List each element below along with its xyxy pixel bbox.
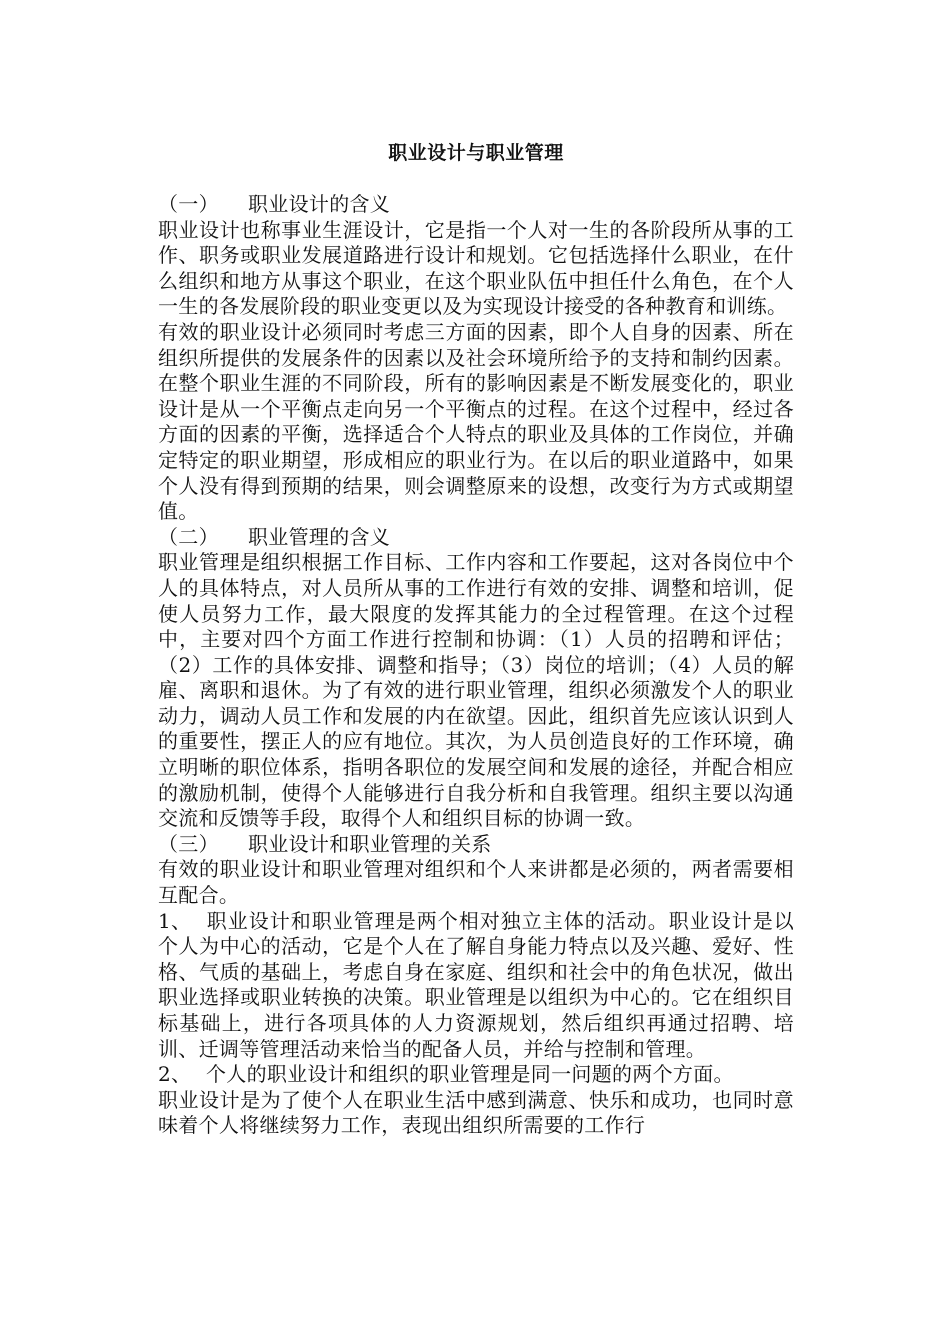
section-number: （二）	[158, 524, 219, 549]
section-heading-text: 职业设计和职业管理的关系	[248, 831, 492, 856]
document-title: 职业设计与职业管理	[388, 142, 564, 164]
section-heading-2	[158, 525, 794, 551]
section-heading-text: 职业设计的含义	[248, 192, 391, 216]
item-text: 个人的职业设计和组织的职业管理是同一问题的两个方面。	[206, 1062, 734, 1087]
item-text: 职业设计和职业管理是两个相对独立主体的活动。职业设计是以个人为中心的活动，它是个人在了解自身能力特点以及兴趣、爱好、性格、气质的基础上，考虑自身在家庭、组织和社会中的角色状况，做出职业选择或职业转换的决策。职业管理是以组织为中心的。它在组织目标基础上，进行各项具体的人力资源规划，然后组织再通过招聘、培训、迁调等管理活动来恰当的配备人员，并给与控制和管理。	[158, 908, 794, 1061]
section-number: （三）	[158, 831, 219, 856]
paragraph: 有效的职业设计必须同时考虑三方面的因素，即个人自身的因素、所在组织所提供的发展条件的因素以及社会环境所给予的支持和制约因素。在整个职业生涯的不同阶段，所有的影响因素是不断发展变化的，职业设计是从一个平衡点走向另一个平衡点的过程。在这个过程中，经过各方面的因素的平衡，选择适合个人特点的职业及具体的工作岗位，并确定特定的职业期望，形成相应的职业行为。在以后的职业道路中，如果个人没有得到预期的结果，则会调整原来的设想，改变行为方式或期望值。	[158, 319, 794, 524]
section-heading-1	[158, 192, 794, 218]
section-number: （一）	[158, 192, 219, 216]
paragraph: 职业管理是组织根据工作目标、工作内容和工作要起，这对各岗位中个人的具体特点，对人员所从事的工作进行有效的安排、调整和培训，促使人员努力工作，最大限度的发挥其能力的全过程管理。在这个过程中，主要对四个方面工作进行控制和协调：（1）人员的招聘和评估；（2）工作的具体安排、调整和指导；（3）岗位的培训；（4）人员的解雇、离职和退休。为了有效的进行职业管理，组织必须激发个人的职业动力，调动人员工作和发展的内在欲望。因此，组织首先应该认识到人的重要性，摆正人的应有地位。其次，为人员创造良好的工作环境，确立明晰的职位体系，指明各职位的发展空间和发展的途径，并配合相应的激励机制，使得个人能够进行自我分析和自我管理。组织主要以沟通交流和反馈等手段，取得个人和组织目标的协调一致。	[158, 550, 794, 831]
section-heading-text: 职业管理的含义	[248, 524, 391, 549]
paragraph: 有效的职业设计和职业管理对组织和个人来讲都是必须的，两者需要相互配合。	[158, 857, 794, 908]
numbered-item	[158, 909, 794, 1063]
section-heading-3	[158, 832, 794, 858]
paragraph: 职业设计是为了使个人在职业生活中感到满意、快乐和成功，也同时意味着个人将继续努力工作，表现出组织所需要的工作行	[158, 1087, 794, 1138]
paragraph: 职业设计也称事业生涯设计，它是指一个人对一生的各阶段所从事的工作、职务或职业发展道路进行设计和规划。它包括选择什么职业，在什么组织和地方从事这个职业，在这个职业队伍中担任什么角色，在个人一生的各发展阶段的职业变更以及为实现设计接受的各种教育和训练。	[158, 217, 794, 319]
item-number: 2、	[158, 1062, 192, 1087]
numbered-item	[158, 1062, 794, 1088]
item-number: 1、	[158, 908, 192, 933]
document-page	[158, 138, 794, 1139]
